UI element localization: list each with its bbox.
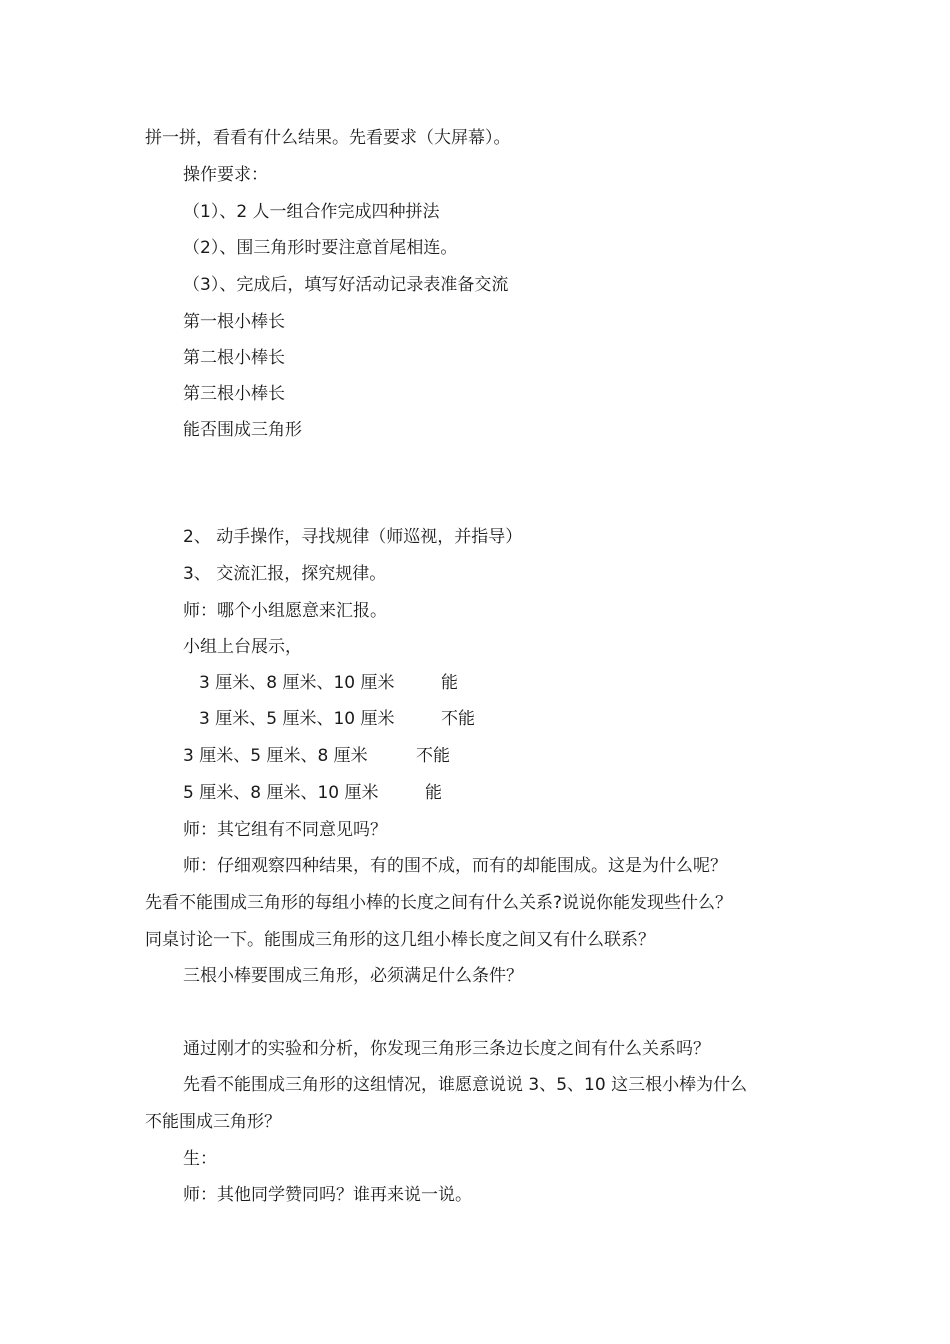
requirement-1: （1）、2 人一组合作完成四种拼法 xyxy=(183,202,440,222)
teacher-prompt-report: 师：哪个小组愿意来汇报。 xyxy=(183,601,387,621)
record-row-first-stick: 第一根小棒长 xyxy=(183,312,285,332)
result-answer: 不能 xyxy=(416,746,450,766)
record-row-second-stick: 第二根小棒长 xyxy=(183,348,285,368)
case-question: 先看不能围成三角形的这组情况，谁愿意说说 3、5、10 这三根小棒为什么 xyxy=(183,1075,748,1095)
result-lengths: 3 厘米、5 厘米、10 厘米 xyxy=(199,709,395,729)
teacher-observe: 师：仔细观察四种结果，有的围不成，而有的却能围成。这是为什么呢？ xyxy=(183,856,727,876)
student-answer: 生： xyxy=(183,1149,217,1169)
record-row-can-form: 能否围成三角形 xyxy=(183,420,302,440)
result-lengths: 3 厘米、5 厘米、8 厘米 xyxy=(183,746,368,766)
result-answer: 能 xyxy=(425,783,442,803)
result-row xyxy=(183,744,450,768)
teacher-agree: 师：其他同学赞同吗？谁再来说一说。 xyxy=(183,1185,472,1205)
result-lengths: 3 厘米、8 厘米、10 厘米 xyxy=(199,673,395,693)
result-answer: 不能 xyxy=(441,709,475,729)
relationship-question: 通过刚才的实验和分析，你发现三角形三条边长度之间有什么关系吗？ xyxy=(183,1039,710,1059)
teacher-other-opinions: 师：其它组有不同意见吗？ xyxy=(183,820,387,840)
step-3: 3、 交流汇报，探究规律。 xyxy=(183,564,387,584)
condition-question: 三根小棒要围成三角形，必须满足什么条件？ xyxy=(183,966,523,986)
result-row xyxy=(183,781,442,805)
paragraph-continued: 先看不能围成三角形的每组小棒的长度之间有什么关系?说说你能发现些什么？ xyxy=(145,893,733,913)
record-row-third-stick: 第三根小棒长 xyxy=(183,384,285,404)
requirements-heading: 操作要求： xyxy=(183,165,268,185)
case-question-continued: 不能围成三角形？ xyxy=(145,1112,281,1132)
result-answer: 能 xyxy=(441,673,458,693)
requirement-3: （3）、完成后，填写好活动记录表准备交流 xyxy=(183,275,509,295)
result-row xyxy=(199,707,475,731)
paragraph-continued: 同桌讨论一下。能围成三角形的这几组小棒长度之间又有什么联系？ xyxy=(145,930,655,950)
paragraph-intro: 拼一拼，看看有什么结果。先看要求（大屏幕）。 xyxy=(145,128,511,148)
result-row xyxy=(199,671,458,695)
result-lengths: 5 厘米、8 厘米、10 厘米 xyxy=(183,783,379,803)
requirement-2: （2）、围三角形时要注意首尾相连。 xyxy=(183,238,458,258)
step-2: 2、 动手操作，寻找规律（师巡视，并指导） xyxy=(183,527,523,547)
group-display: 小组上台展示， xyxy=(183,637,302,657)
